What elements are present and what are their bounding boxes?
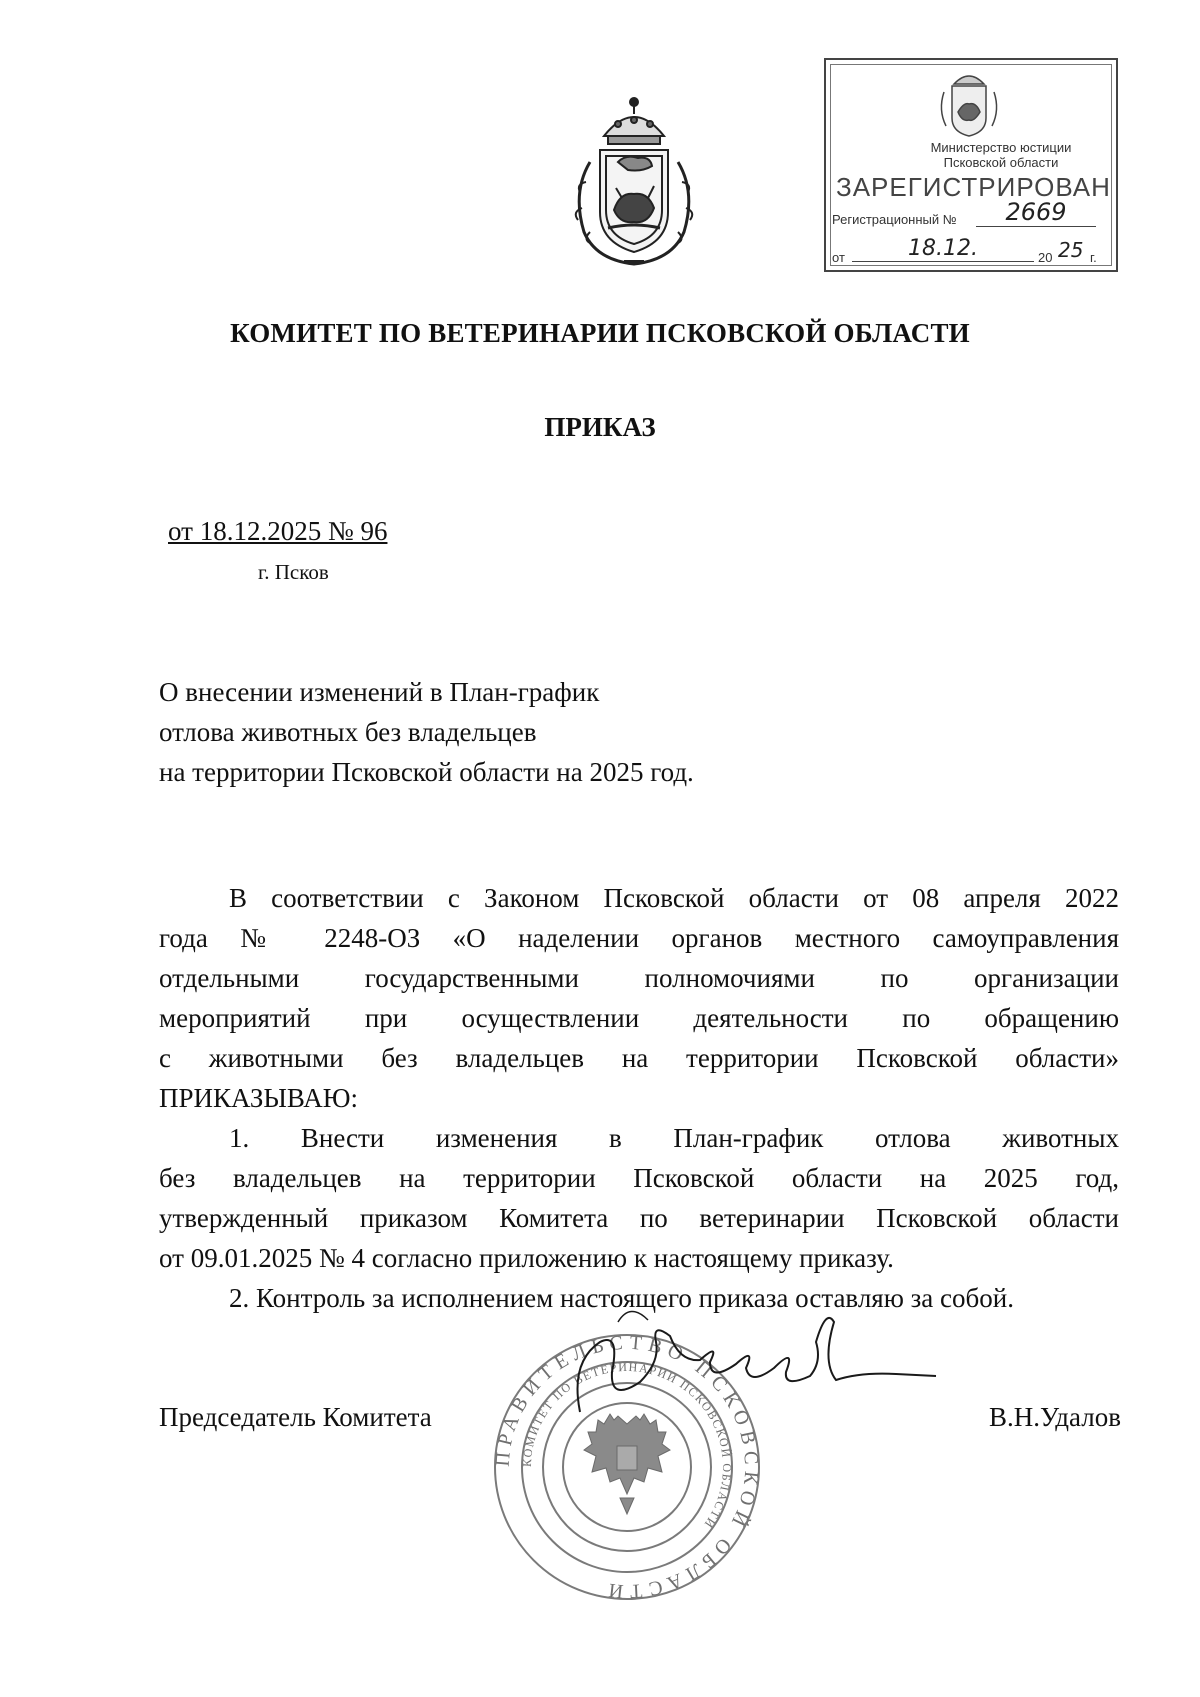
stamp-ministry-line2: Псковской области (943, 155, 1059, 170)
preamble-line: с животными без владельцев на территории Псковской области» (159, 1043, 1119, 1073)
item1-line: утвержденный приказом Комитета по ветеринарии Псковской области (159, 1203, 1119, 1233)
committee-title: КОМИТЕТ ПО ВЕТЕРИНАРИИ ПСКОВСКОЙ ОБЛАСТИ (230, 318, 970, 348)
stamp-regno-value: 2669 (976, 198, 1096, 227)
order-date-number: от 18.12.2025 № 96 (168, 516, 388, 546)
stamp-year-prefix: 20 (1038, 250, 1053, 265)
order-word: ПРИКАЗЫВАЮ: (159, 1083, 358, 1113)
subject-line: отлова животных без владельцев (159, 717, 537, 747)
stamp-status: ЗАРЕГИСТРИРОВАН (836, 172, 1111, 202)
double-headed-eagle-icon (584, 1414, 670, 1514)
stamp-ministry-text (826, 140, 1116, 170)
stamp-coat-of-arms-icon (934, 66, 1004, 140)
order-city: г. Псков (258, 560, 329, 584)
preamble-line: мероприятий при осуществлении деятельности по обращению (159, 1003, 1119, 1033)
signer-name: В.Н.Удалов (988, 1402, 1121, 1432)
preamble-line: года № 2248-ОЗ «О наделении органов местного самоуправления (159, 923, 1119, 953)
item1-line: 1. Внести изменения в План-график отлова животных (229, 1123, 1119, 1153)
subject-line: О внесении изменений в План-график (159, 677, 600, 707)
stamp-year-value: 25 (1058, 238, 1084, 262)
item2-line: 2. Контроль за исполнением настоящего приказа оставляю за собой. (229, 1283, 1014, 1313)
coat-of-arms-emblem (556, 92, 712, 268)
item1-line: без владельцев на территории Псковской области на 2025 год, (159, 1163, 1119, 1193)
stamp-regno-label: Регистрационный № (832, 212, 957, 227)
handwritten-signature (560, 1302, 940, 1422)
signer-position: Председатель Комитета (159, 1402, 432, 1432)
registration-stamp (824, 58, 1118, 272)
preamble-line: отдельными государственными полномочиями по организации (159, 963, 1119, 993)
item1-line: от 09.01.2025 № 4 согласно приложению к настоящему приказу. (159, 1243, 894, 1273)
stamp-date-prefix: от (832, 250, 845, 265)
seal-inner-text: КОМИТЕТ ПО ВЕТЕРИНАРИИ ПСКОВСКОЙ ОБЛАСТИ (519, 1359, 735, 1532)
order-body (159, 878, 1119, 1318)
preamble-line: В соответствии с Законом Псковской области от 08 апреля 2022 (229, 883, 1119, 913)
document-type: ПРИКАЗ (544, 412, 656, 442)
order-subject (159, 672, 694, 792)
stamp-date-value: 18.12. (852, 236, 1034, 262)
seal-outer-text: ПРАВИТЕЛЬСТВО ПСКОВСКОЙ ОБЛАСТИ (492, 1332, 762, 1602)
stamp-year-suffix: г. (1090, 250, 1097, 265)
stamp-ministry-line1: Министерство юстиции (930, 140, 1072, 155)
subject-line: на территории Псковской области на 2025 год. (159, 757, 694, 787)
